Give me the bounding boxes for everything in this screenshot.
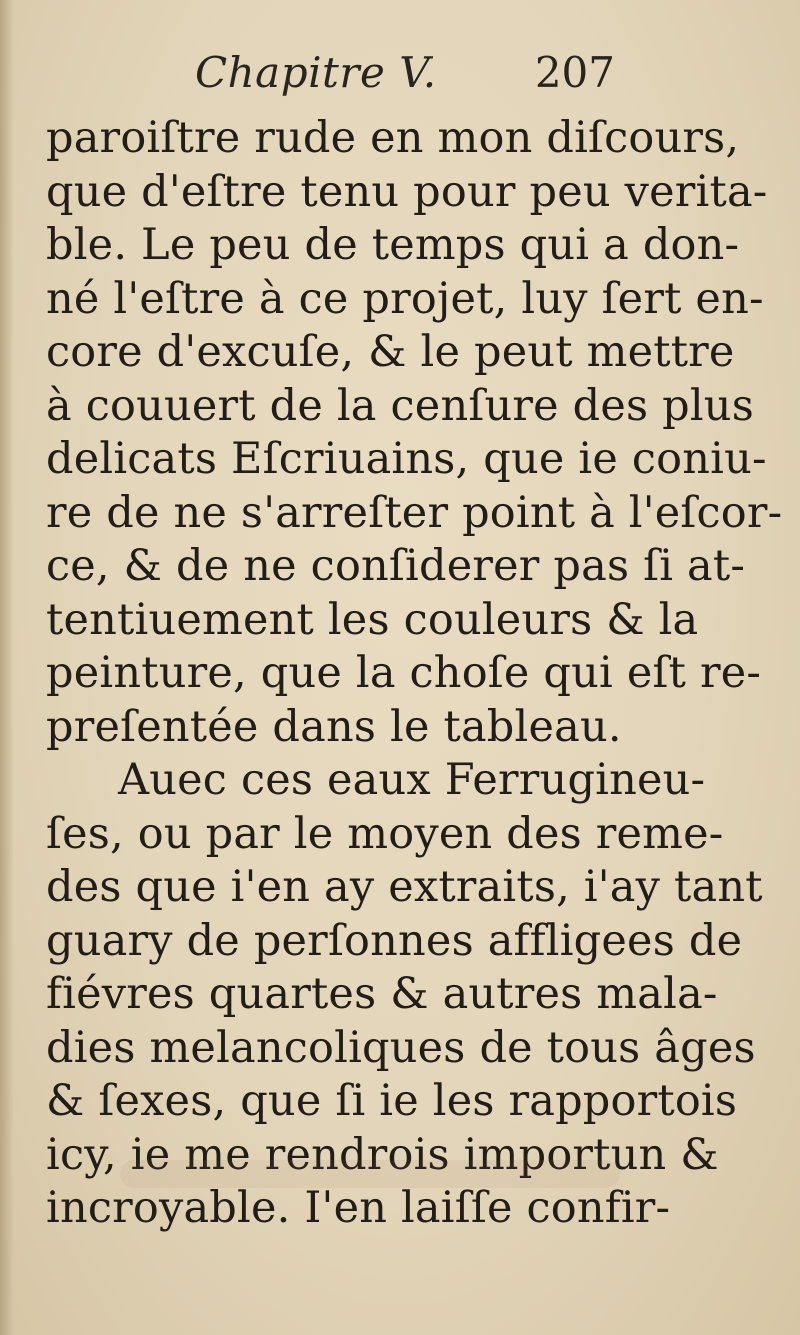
text-line: delicats Eſcriuains, que ie coniu- — [46, 434, 767, 484]
text-line: tentiuement les couleurs & la — [46, 594, 699, 645]
text-line: que d'eſtre tenu pour peu verita- — [46, 166, 768, 217]
text-line: dies melancoliques de tous âges — [46, 1022, 756, 1073]
body-text — [46, 112, 783, 1236]
text-line: ble. Le peu de temps qui a don- — [46, 220, 740, 270]
text-line: fiévres quartes & autres mala- — [46, 969, 718, 1019]
paragraph-start-line: Auec ces eaux Ferrugineu- — [118, 755, 706, 805]
text-line: guary de perſonnes affligees de — [46, 915, 743, 966]
show-through-smudge — [120, 1160, 620, 1188]
page-number: 207 — [534, 48, 615, 97]
text-line: peinture, que la choſe qui eſt re- — [46, 648, 762, 698]
text-line: ce, & de ne conſiderer pas ſi at- — [46, 541, 746, 591]
text-line: incroyable. I'en laiſſe confir- — [46, 1183, 671, 1233]
text-line: paroiſtre rude en mon diſcours, — [46, 113, 740, 163]
text-line: des que i'en ay extraits, i'ay tant — [46, 862, 763, 912]
text-line: core d'excuſe, & le peut mettre — [46, 327, 735, 377]
page-gutter-shadow — [0, 0, 14, 1335]
text-line: & ſexes, que ſi ie les rapportois — [46, 1076, 738, 1126]
page-header — [195, 48, 615, 108]
text-line: preſentée dans le tableau. — [46, 701, 622, 752]
text-line: icy, ie me rendrois importun & — [46, 1129, 719, 1180]
running-head: Chapitre V. — [195, 48, 437, 97]
text-line: né l'eſtre à ce projet, luy ſert en- — [46, 273, 764, 324]
text-line: re de ne s'arreſter point à l'eſcor- — [46, 487, 783, 538]
text-line: ſes, ou par le moyen des reme- — [46, 808, 724, 859]
text-line: à couuert de la cenſure des plus — [46, 380, 754, 431]
